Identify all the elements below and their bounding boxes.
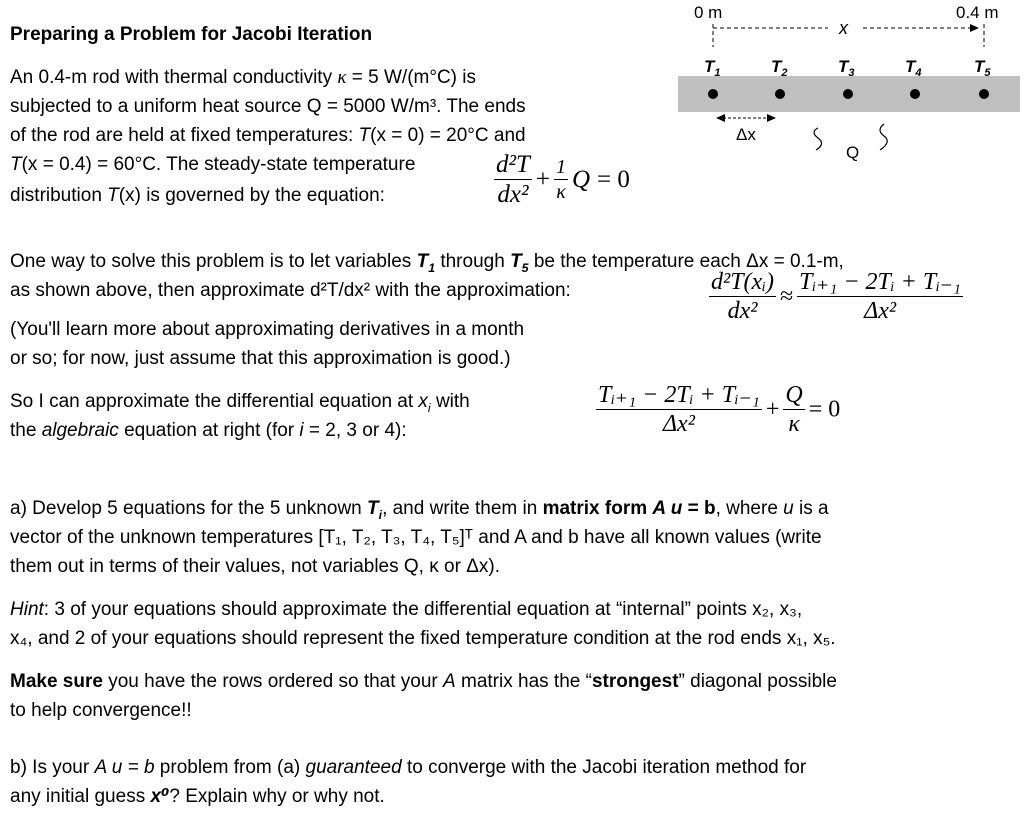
part-a-line-2: vector of the unknown temperatures [T₁, T₂, T₃, T₄, T₅]ᵀ and A and b have all known values (write [10,527,822,548]
node-dot-2 [775,89,785,99]
algebraic-equation: $\frac{\text{Tᵢ₊₁ − 2Tᵢ + Tᵢ₋₁}}{\text{Δx²}}$ + $\frac{Q}{\kappa}$ = 0 [598,382,841,438]
body-line-5: So I can approximate the differential equation at $x_i$ with [10,391,470,415]
intro-line-2: subjected to a uniform heat source Q = 5000 W/m³. The ends [10,96,526,117]
heat-squiggle-right [880,124,887,150]
alg-fraction: $\frac{\text{Tᵢ₊₁ − 2Tᵢ + Tᵢ₋₁}}{\text{Δx²}}$ [598,382,760,438]
body-line-4: or so; for now, just assume that this approximation is good.) [10,348,511,369]
intro-line-4: T(x = 0.4) = 60°C. The steady-state temperature [10,154,416,175]
node-label-T3: $T_3$ [838,57,855,79]
ode-kappa-fraction: $\frac{1}{\kappa}$ [556,156,567,204]
heat-squiggle-left [814,128,822,150]
derivative-approximation: $\frac{\text{d²T(xᵢ)}}{\text{dx²}}$ ≈ $\frac{\text{Tᵢ₊₁ − 2Tᵢ + Tᵢ₋₁}}{\text{Δx²}}$ [711,269,962,325]
make-sure-line-1: Make sure you have the rows ordered so that your A matrix has the “strongest” diagonal possible [10,671,837,692]
page-title: Preparing a Problem for Jacobi Iteration [10,24,373,45]
label-Q: Q [846,143,860,162]
intro-line-5: distribution T(x) is governed by the equation: [10,185,385,206]
make-sure-line-2: to help convergence!! [10,700,192,721]
intro-line-1: An 0.4-m rod with thermal conductivity κ = 5 W/(m°C) is [10,67,476,88]
node-label-T2: $T_2$ [771,57,788,79]
node-label-T1: $T_1$ [704,57,721,79]
ode-fraction: $\frac{\text{d²T}}{\text{dx²}}$ [496,151,530,209]
node-label-T5: $T_5$ [974,57,991,79]
intro-line-3: of the rod are held at fixed temperatures: T(x = 0) = 20°C and [10,125,526,146]
label-dx: Δx [736,125,756,144]
label-x0: 0 m [694,3,723,22]
label-x1: 0.4 m [956,3,999,22]
node-dot-5 [979,89,989,99]
hint-line-1: Hint: 3 of your equations should approximate the differential equation at “internal” points x₂, x₃, [10,599,803,620]
body-line-6: the algebraic equation at right (for i = 2, 3 or 4): [10,420,407,441]
node-dot-1 [708,89,718,99]
body-line-2: as shown above, then approximate d²T/dx² with the approximation: [10,280,571,301]
body-line-1: One way to solve this problem is to let variables $T_1$ through $T_5$ be the temperature each Δx = 0.1-m, [10,251,844,275]
part-a-line-1: a) Develop 5 equations for the 5 unknown $T_i$, and write them in matrix form A u = b, where u is a [10,498,829,522]
hint-line-2: x₄, and 2 of your equations should represent the fixed temperature condition at the rod ends x₁, x₅. [10,628,836,649]
node-dot-3 [843,89,853,99]
rod-diagram [660,0,1024,170]
node-dot-4 [910,89,920,99]
approx-rhs: $\frac{\text{Tᵢ₊₁ − 2Tᵢ + Tᵢ₋₁}}{\text{Δx²}}$ [799,269,962,325]
part-b-line-2: any initial guess x⁰? Explain why or why not. [10,786,385,807]
node-label-T4: $T_4$ [905,57,922,79]
label-x: x [839,18,848,38]
part-a-line-3: them out in terms of their values, not variables Q, κ or Δx). [10,556,500,577]
approx-lhs: $\frac{\text{d²T(xᵢ)}}{\text{dx²}}$ [711,269,774,325]
rod-end-right [984,76,1020,112]
part-b-line-1: b) Is your A u = b problem from (a) guaranteed to converge with the Jacobi iteration method for [10,757,807,778]
governing-equation: $\frac{\text{d²T}}{\text{dx²}}$ + $\frac{1}{\kappa}$ Q = 0 [496,151,630,209]
alg-q-fraction: $\frac{Q}{\kappa}$ [785,382,803,438]
body-line-3: (You'll learn more about approximating derivatives in a month [10,319,525,340]
